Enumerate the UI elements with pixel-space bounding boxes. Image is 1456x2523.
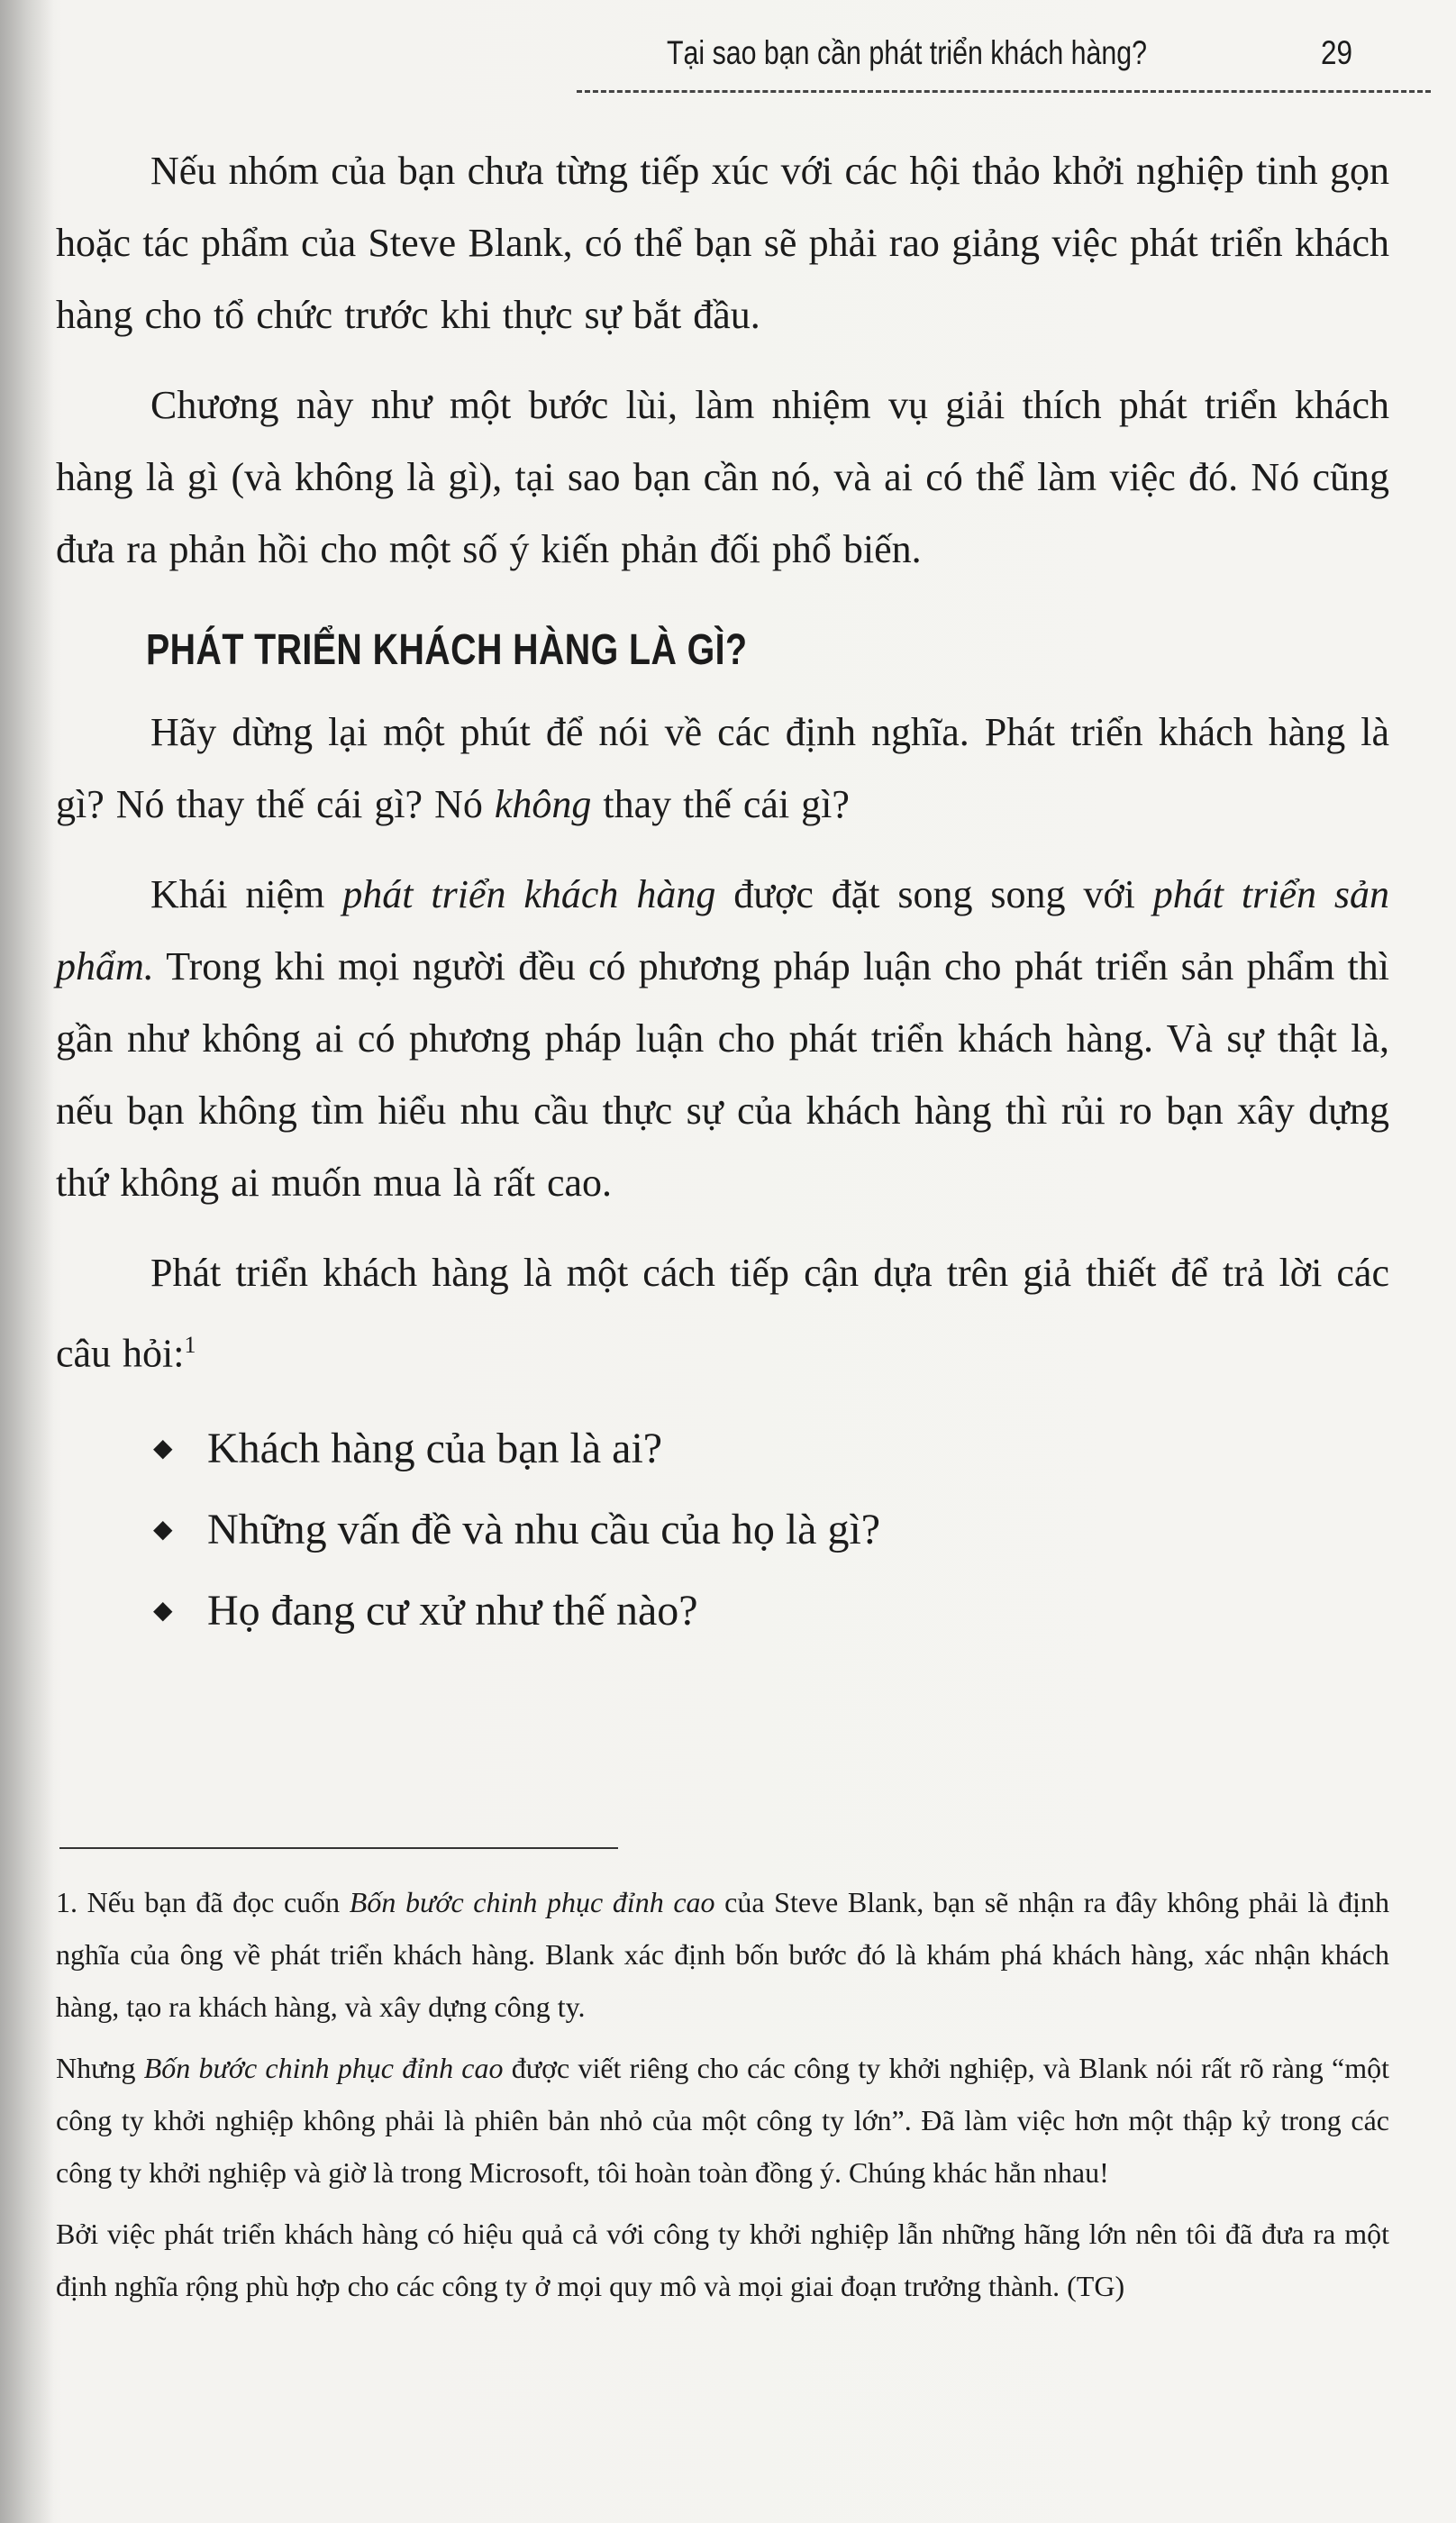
- footnote-paragraph-2: [56, 2042, 1389, 2199]
- section-paragraph-2: [56, 859, 1389, 1219]
- main-text: [56, 135, 1389, 1652]
- footnote-paragraph-1: [56, 1876, 1389, 2033]
- footnote-paragraph-3: Bởi việc phát triển khách hàng có hiệu quả cả với công ty khởi nghiệp lẫn những hãng lớn nên tôi đã đưa ra một định nghĩa rộng phù hợp cho các công ty ở mọi quy mô và mọi giai đoạn trưởng thành. (TG): [56, 2218, 1389, 2302]
- footnote-1-part-c: của Steve Blank, bạn sẽ nhận ra đây không phải là định nghĩa của ông về phát triển khách hàng. Blank xác định bốn bước đó là khám phá khách hàng, xác nhận khách hàng, tạo ra khách hàng, và xây dựng công ty.: [56, 1886, 1390, 2023]
- section-paragraph-3-text: Phát triển khách hàng là một cách tiếp cận dựa trên giả thiết để trả lời các câu hỏi:: [56, 1251, 1389, 1376]
- intro-paragraph-2: Chương này như một bước lùi, làm nhiệm vụ giải thích phát triển khách hàng là gì (và không là gì), tại sao bạn cần nó, và ai có thể làm việc đó. Nó cũng đưa ra phản hồi cho một số ý kiến phản đối phổ biến.: [56, 383, 1389, 571]
- intro-paragraph-1: Nếu nhóm của bạn chưa từng tiếp xúc với các hội thảo khởi nghiệp tinh gọn hoặc tác phẩm của Steve Blank, có thể bạn sẽ phải rao giảng việc phát triển khách hàng cho tổ chức trước khi thực sự bắt đầu.: [56, 149, 1389, 337]
- section-paragraph-2-part-e: Trong khi mọi người đều có phương pháp luận cho phát triển sản phẩm thì gần như không ai có phương pháp luận cho phát triển khách hàng. Và sự thật là, nếu bạn không tìm hiểu nhu cầu thực sự của khách hàng thì rủi ro bạn xây dựng thứ không ai muốn mua là rất cao.: [56, 944, 1389, 1205]
- section-paragraph-1: [56, 697, 1389, 841]
- section-paragraph-2-part-a: Khái niệm: [150, 872, 343, 916]
- running-header: [577, 34, 1431, 97]
- footnote-2-part-a: Nhưng: [56, 2052, 144, 2084]
- diamond-bullet-icon: ◆: [153, 1515, 173, 1544]
- diamond-bullet-icon: ◆: [153, 1434, 173, 1462]
- list-item: [153, 1489, 1389, 1571]
- section-paragraph-2-part-c: được đặt song song với: [715, 872, 1153, 916]
- footnote-divider: [59, 1847, 618, 1849]
- footnote-reference: 1: [184, 1332, 196, 1358]
- footnotes: [56, 1876, 1389, 2321]
- question-list: [153, 1408, 1389, 1652]
- diamond-bullet-icon: ◆: [153, 1596, 173, 1625]
- section-paragraph-1-part-a: Hãy dừng lại một phút để nói về các định nghĩa. Phát triển khách hàng là gì? Nó thay thế cái gì? Nó: [56, 710, 1389, 826]
- footnote-2-part-c: được viết riêng cho các công ty khởi nghiệp, và Blank nói rất rõ ràng “một công ty khởi nghiệp không phải là phiên bản nhỏ của một công ty lớn”. Đã làm việc hơn một thập kỷ trong các công ty khởi nghiệp và giờ là trong Microsoft, tôi hoàn toàn đồng ý. Chúng khác hẳn nhau!: [56, 2052, 1390, 2189]
- header-dashed-rule: [577, 90, 1431, 93]
- section-paragraph-3: [56, 1237, 1389, 1390]
- list-item-text: Họ đang cư xử như thế nào?: [207, 1586, 698, 1635]
- list-item: [153, 1571, 1389, 1652]
- footnote-2-book-title: Bốn bước chinh phục đỉnh cao: [143, 2052, 504, 2084]
- section-paragraph-1-emphasis: không: [494, 782, 592, 826]
- running-header-title: Tại sao bạn cần phát triển khách hàng?: [667, 34, 1148, 71]
- footnote-1-book-title: Bốn bước chinh phục đỉnh cao: [349, 1886, 715, 1918]
- list-item-text: Khách hàng của bạn là ai?: [207, 1424, 663, 1472]
- list-item-text: Những vấn đề và nhu cầu của họ là gì?: [207, 1505, 881, 1553]
- page-number: 29: [1321, 34, 1352, 71]
- list-item: [153, 1408, 1389, 1489]
- footnote-1-part-a: 1. Nếu bạn đã đọc cuốn: [56, 1886, 350, 1918]
- binding-shadow: [0, 0, 54, 2523]
- section-heading: PHÁT TRIỂN KHÁCH HÀNG LÀ GÌ?: [146, 626, 748, 674]
- section-paragraph-2-emphasis-2: phát triển sản phẩm.: [56, 872, 1389, 988]
- section-paragraph-2-emphasis-1: phát triển khách hàng: [342, 872, 716, 916]
- section-paragraph-1-part-c: thay thế cái gì?: [591, 782, 850, 826]
